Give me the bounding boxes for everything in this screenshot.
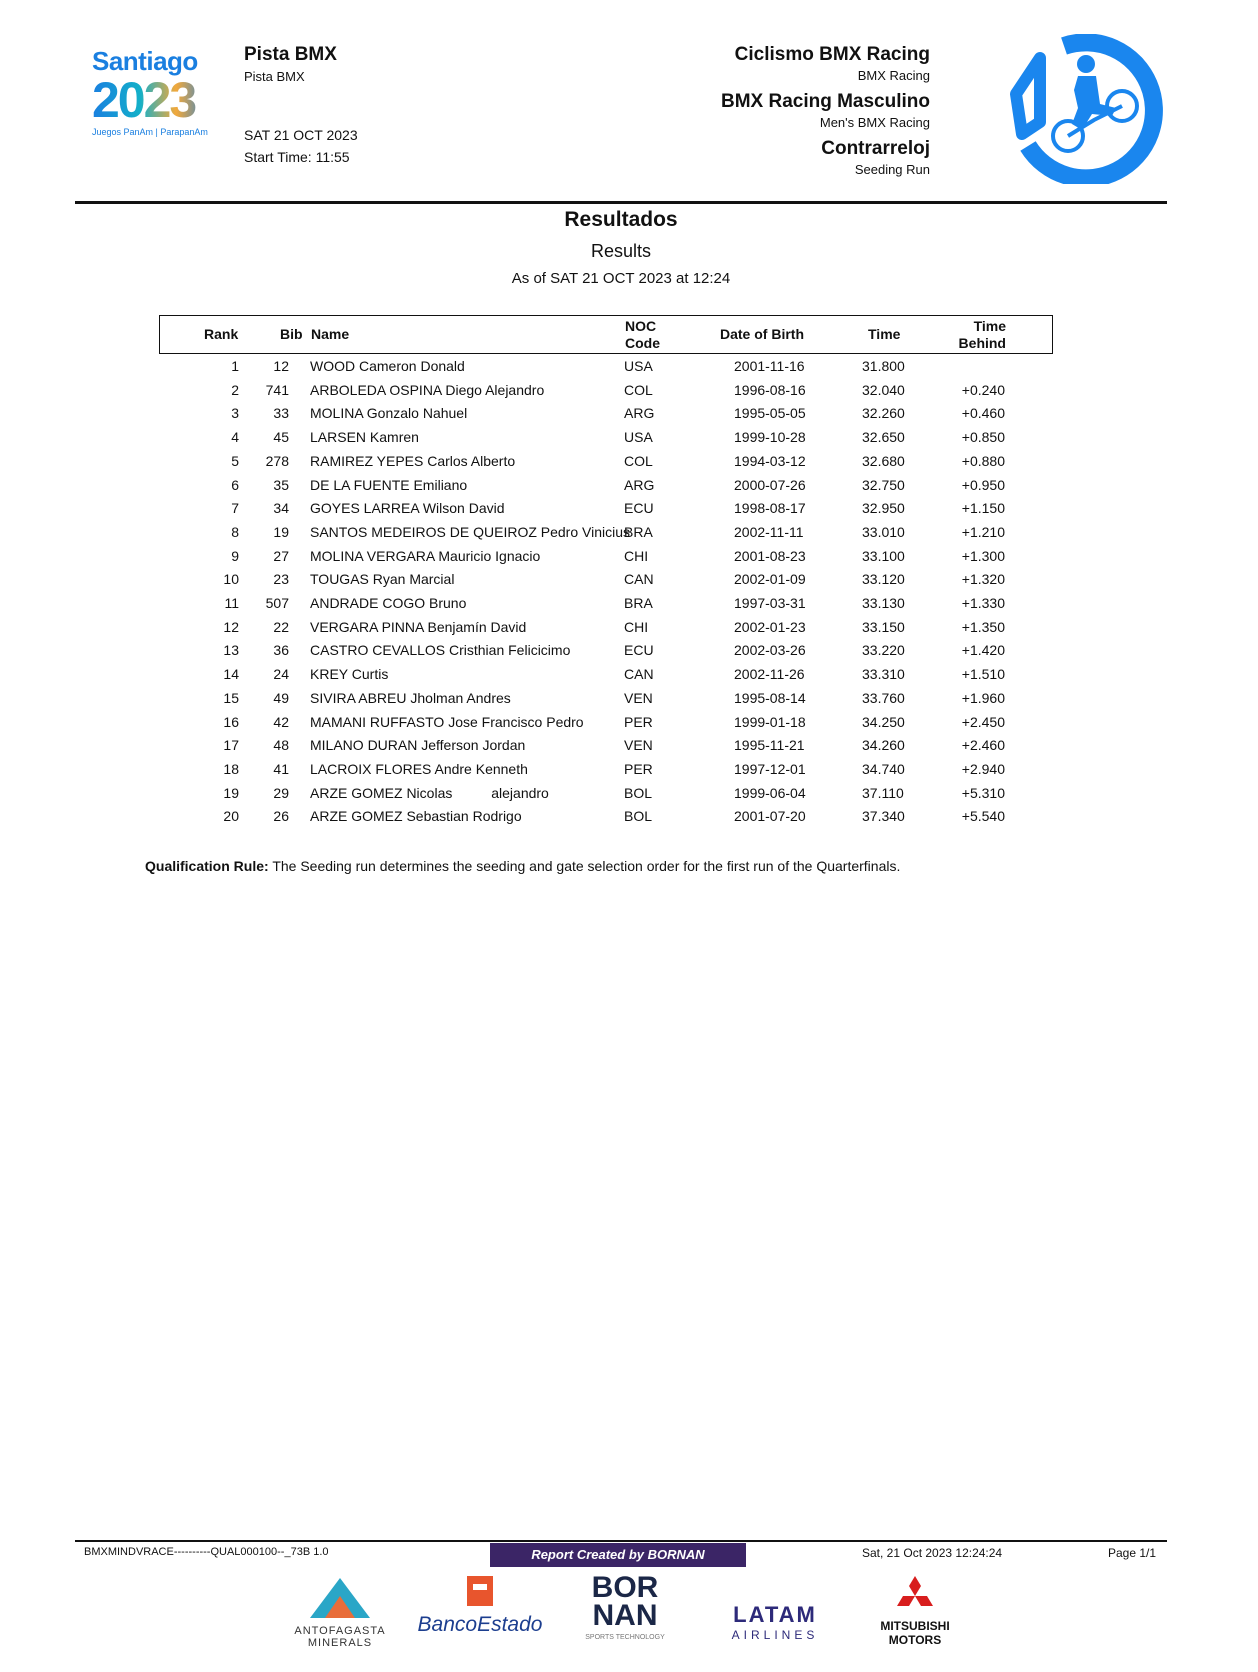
date-of-birth-cell: 2001-11-16: [734, 358, 805, 374]
rank-cell: 20: [223, 808, 239, 825]
time-cell: 33.010: [862, 523, 905, 540]
table-row: [159, 474, 1051, 498]
table-row: [159, 687, 1051, 711]
date-of-birth-cell: 1997-12-01: [734, 760, 806, 777]
time-cell: 34.250: [862, 713, 905, 730]
table-row: [159, 592, 1051, 616]
table-row: [159, 568, 1051, 592]
bib-cell: 35: [273, 476, 289, 493]
bib-cell: 48: [273, 737, 289, 754]
table-row: [159, 734, 1051, 758]
time-cell: 34.740: [862, 760, 905, 777]
table-row: [159, 497, 1051, 521]
date-of-birth-cell: 1999-10-28: [734, 429, 806, 446]
bib-cell: 42: [273, 713, 289, 730]
time-cell: 32.040: [862, 381, 905, 398]
time-behind-cell: +1.350: [961, 618, 1005, 635]
athlete-name-cell: LACROIX FLORES Andre Kenneth: [310, 760, 528, 777]
time-behind-cell: +1.330: [961, 595, 1005, 611]
phase-es: Contrarreloj: [821, 138, 930, 159]
report-timestamp: Sat, 21 Oct 2023 12:24:24: [862, 1546, 1003, 1560]
event-es: BMX Racing Masculino: [720, 91, 930, 112]
table-row: [159, 663, 1051, 687]
rank-cell: 6: [231, 476, 239, 493]
date-of-birth-cell: 2002-11-26: [734, 666, 805, 683]
noc-code-cell: BRA: [624, 523, 653, 540]
sponsor-5-line1: MITSUBISHI: [880, 1619, 950, 1633]
bib-cell: 507: [265, 595, 289, 611]
time-behind-cell: +2.940: [961, 760, 1005, 777]
noc-code-cell: BOL: [624, 784, 653, 801]
time-cell: 37.110: [862, 784, 904, 801]
rank-cell: 7: [231, 500, 239, 517]
noc-code-cell: PER: [624, 713, 653, 730]
sponsor-4-line1: LATAM: [733, 1602, 817, 1627]
time-behind-cell: +1.320: [961, 571, 1005, 588]
date-of-birth-cell: 2002-03-26: [734, 642, 806, 659]
col-header-dob: Date of Birth: [720, 326, 804, 342]
rank-cell: 13: [223, 642, 239, 659]
noc-code-cell: ECU: [624, 500, 654, 517]
logo-year: 2023: [92, 77, 212, 123]
time-behind-cell: +1.960: [961, 689, 1005, 706]
bib-cell: 741: [265, 381, 289, 398]
table-row: [159, 379, 1051, 403]
athlete-name-cell: GOYES LARREA Wilson David: [310, 500, 505, 517]
table-row: [159, 758, 1051, 782]
sponsor-4-line2: AIRLINES: [731, 1628, 819, 1642]
bib-cell: 41: [273, 760, 289, 777]
athlete-name-cell: WOOD Cameron Donald: [310, 358, 465, 374]
sport-es: Ciclismo BMX Racing: [734, 44, 930, 65]
table-row: [159, 805, 1051, 829]
phase-en: Seeding Run: [854, 162, 930, 177]
table-row: [159, 639, 1051, 663]
sponsor-5-line2: MOTORS: [888, 1633, 942, 1647]
report-created-by-banner: Report Created by BORNAN: [490, 1543, 746, 1567]
rank-cell: 1: [231, 358, 239, 374]
time-behind-cell: +5.540: [961, 808, 1005, 825]
time-cell: 32.650: [862, 429, 905, 446]
rank-cell: 9: [231, 547, 239, 564]
time-cell: 32.950: [862, 500, 905, 517]
sponsor-3-line2: SPORTS TECHNOLOGY: [585, 1634, 665, 1641]
date-of-birth-cell: 1995-11-21: [734, 737, 805, 754]
col-header-behind-line1: Time: [973, 318, 1006, 334]
col-header-bib: Bib: [280, 326, 303, 342]
logo-tagline: Juegos PanAm | ParapanAm: [92, 127, 208, 137]
athlete-name-cell: TOUGAS Ryan Marcial: [310, 571, 455, 588]
rank-cell: 11: [224, 595, 239, 611]
time-behind-cell: +1.150: [961, 500, 1005, 517]
athlete-name-cell: SIVIRA ABREU Jholman Andres: [310, 689, 511, 706]
table-row: [159, 782, 1051, 806]
athlete-name-cell: LARSEN Kamren: [310, 429, 419, 446]
noc-code-cell: CAN: [624, 571, 654, 588]
time-cell: 33.310: [862, 666, 905, 683]
time-cell: 33.130: [862, 595, 905, 611]
date-of-birth-cell: 1999-01-18: [734, 713, 806, 730]
athlete-name-cell: DE LA FUENTE Emiliano: [310, 476, 468, 493]
date-of-birth-cell: 2000-07-26: [734, 476, 806, 493]
bib-cell: 12: [273, 358, 289, 374]
noc-code-cell: COL: [624, 381, 653, 398]
event-en: Men's BMX Racing: [819, 115, 930, 130]
qualification-text: The Seeding run determines the seeding and gate selection order for the first run of the Quarterfinals.: [268, 858, 901, 874]
date-of-birth-cell: 1995-08-14: [734, 689, 806, 706]
table-row: [159, 711, 1051, 735]
athlete-name-cell: CASTRO CEVALLOS Cristhian Felicicimo: [310, 642, 571, 659]
col-header-behind-line2: Behind: [958, 335, 1006, 351]
athlete-name-cell: MILANO DURAN Jefferson Jordan: [310, 737, 526, 754]
sport-en: BMX Racing: [857, 68, 930, 83]
time-cell: 33.120: [862, 571, 905, 588]
sponsor-3-line1: BOR NAN: [591, 1571, 659, 1632]
date-of-birth-cell: 2002-01-09: [734, 571, 806, 588]
time-behind-cell: +0.240: [961, 381, 1005, 398]
athlete-name-cell: MOLINA VERGARA Mauricio Ignacio: [310, 547, 541, 564]
venue-en: Pista BMX: [244, 69, 305, 84]
date-of-birth-cell: 1997-03-31: [734, 595, 806, 611]
col-header-time: Time: [868, 326, 901, 342]
rank-cell: 16: [223, 713, 239, 730]
rank-cell: 19: [223, 784, 239, 801]
col-header-name: Name: [311, 326, 350, 342]
bib-cell: 34: [273, 500, 289, 517]
time-cell: 31.800: [862, 358, 905, 374]
table-row: [159, 355, 1051, 379]
date-of-birth-cell: 1994-03-12: [734, 452, 806, 469]
noc-code-cell: PER: [624, 760, 653, 777]
table-row: [159, 426, 1051, 450]
noc-code-cell: ECU: [624, 642, 654, 659]
noc-code-cell: BRA: [624, 595, 653, 611]
rank-cell: 5: [231, 452, 239, 469]
noc-code-cell: CHI: [624, 547, 649, 564]
athlete-name-cell: ARZE GOMEZ Nicolas alejandro: [310, 784, 549, 801]
date-of-birth-cell: 2001-07-20: [734, 808, 806, 825]
noc-code-cell: VEN: [624, 737, 653, 754]
bib-cell: 45: [273, 429, 289, 446]
report-code: BMXMINDVRACE----------QUAL000100--_73B 1.0: [84, 1546, 329, 1558]
event-date: SAT 21 OCT 2023: [244, 127, 358, 143]
col-header-noc-line1: NOC: [625, 318, 657, 334]
date-of-birth-cell: 1999-06-04: [734, 784, 806, 801]
bancoestado-logo-icon: [465, 1574, 495, 1608]
time-behind-cell: +1.300: [961, 547, 1005, 564]
athlete-name-cell: MOLINA Gonzalo Nahuel: [310, 405, 468, 422]
header-divider: [75, 201, 1167, 204]
footer-divider: [75, 1540, 1167, 1542]
date-of-birth-cell: 2002-01-23: [734, 618, 806, 635]
athlete-name-cell: ANDRADE COGO Bruno: [310, 595, 467, 611]
rank-cell: 18: [223, 760, 239, 777]
results-table-header: [159, 315, 1053, 354]
sponsor-bancoestado: [415, 1574, 545, 1637]
bib-cell: 29: [273, 784, 289, 801]
bib-cell: 19: [273, 523, 289, 540]
title-es: Resultados: [564, 208, 678, 231]
time-cell: 33.760: [862, 689, 905, 706]
noc-code-cell: CHI: [624, 618, 649, 635]
table-row: [159, 402, 1051, 426]
time-behind-cell: +2.450: [961, 713, 1005, 730]
athlete-name-cell: ARZE GOMEZ Sebastian Rodrigo: [310, 808, 522, 825]
sponsor-bornan: [575, 1571, 675, 1641]
athlete-name-cell: ARBOLEDA OSPINA Diego Alejandro: [310, 381, 545, 398]
bib-cell: 22: [273, 618, 289, 635]
bib-cell: 33: [273, 405, 289, 422]
time-behind-cell: +1.510: [961, 666, 1005, 683]
time-cell: 34.260: [862, 737, 905, 754]
bib-cell: 26: [273, 808, 289, 825]
time-behind-cell: +5.310: [961, 784, 1005, 801]
rank-cell: 8: [231, 523, 239, 540]
time-behind-cell: +0.950: [961, 476, 1005, 493]
qualification-label: Qualification Rule:: [145, 858, 269, 874]
noc-code-cell: VEN: [624, 689, 653, 706]
time-cell: 33.100: [862, 547, 905, 564]
santiago-2023-logo: [92, 46, 212, 144]
time-cell: 32.750: [862, 476, 905, 493]
athlete-name-cell: MAMANI RUFFASTO Jose Francisco Pedro: [310, 713, 584, 730]
athlete-name-cell: KREY Curtis: [310, 666, 389, 683]
time-behind-cell: +0.880: [961, 452, 1005, 469]
sponsor-2-line1: BancoEstado: [417, 1613, 543, 1636]
title-en: Results: [590, 241, 652, 261]
col-header-noc-line2: Code: [625, 335, 660, 351]
noc-code-cell: COL: [624, 452, 653, 469]
col-header-rank: Rank: [204, 326, 239, 342]
bib-cell: 49: [273, 689, 289, 706]
sponsor-mitsubishi: [860, 1574, 970, 1647]
sponsor-latam: [715, 1602, 835, 1642]
logo-text: Santiago: [92, 46, 198, 76]
time-behind-cell: +1.210: [961, 523, 1005, 540]
date-of-birth-cell: 1995-05-05: [734, 405, 806, 422]
time-behind-cell: +2.460: [961, 737, 1005, 754]
col-header-noc: [625, 318, 660, 352]
athlete-name-cell: RAMIREZ YEPES Carlos Alberto: [310, 452, 516, 469]
athlete-name-cell: SANTOS MEDEIROS DE QUEIROZ Pedro Vinicius: [310, 523, 631, 540]
as-of-timestamp: As of SAT 21 OCT 2023 at 12:24: [511, 270, 731, 287]
time-cell: 37.340: [862, 808, 905, 825]
venue-block: [244, 44, 337, 84]
bib-cell: 36: [273, 642, 289, 659]
bib-cell: 23: [273, 571, 289, 588]
bmx-cyclist-icon: [1004, 34, 1166, 184]
antofagasta-logo-icon: [305, 1574, 375, 1620]
rank-cell: 2: [231, 381, 239, 398]
rank-cell: 15: [223, 689, 239, 706]
rank-cell: 14: [223, 666, 239, 683]
noc-code-cell: ARG: [624, 405, 655, 422]
noc-code-cell: USA: [624, 429, 653, 446]
table-row: [159, 450, 1051, 474]
col-header-time-behind: [959, 318, 1006, 352]
time-behind-cell: +0.850: [961, 429, 1005, 446]
sponsor-antofagasta: [285, 1574, 395, 1649]
start-time: Start Time: 11:55: [244, 149, 350, 165]
bib-cell: 24: [273, 666, 289, 683]
page-number: Page 1/1: [1108, 1546, 1157, 1560]
athlete-name-cell: VERGARA PINNA Benjamín David: [310, 618, 527, 635]
table-row: [159, 545, 1051, 569]
noc-code-cell: BOL: [624, 808, 653, 825]
noc-code-cell: CAN: [624, 666, 654, 683]
time-behind-cell: +0.460: [961, 405, 1005, 422]
noc-code-cell: USA: [624, 358, 653, 374]
sponsor-1-line1: ANTOFAGASTA: [294, 1625, 386, 1637]
rank-cell: 10: [223, 571, 239, 588]
table-row: [159, 616, 1051, 640]
date-block: [244, 124, 358, 168]
date-of-birth-cell: 1996-08-16: [734, 381, 806, 398]
time-cell: 33.220: [862, 642, 905, 659]
venue-es: Pista BMX: [244, 44, 337, 65]
rank-cell: 12: [223, 618, 239, 635]
date-of-birth-cell: 1998-08-17: [734, 500, 806, 517]
rank-cell: 3: [231, 405, 239, 422]
time-behind-cell: +1.420: [961, 642, 1005, 659]
bib-cell: 278: [265, 452, 289, 469]
sponsor-1-line2: MINERALS: [307, 1637, 373, 1649]
qualification-rule: [145, 858, 900, 874]
bib-cell: 27: [273, 547, 289, 564]
date-of-birth-cell: 2001-08-23: [734, 547, 806, 564]
time-cell: 32.680: [862, 452, 905, 469]
noc-code-cell: ARG: [624, 476, 655, 493]
table-row: [159, 521, 1051, 545]
time-cell: 32.260: [862, 405, 905, 422]
event-block: [721, 43, 930, 184]
mitsubishi-logo-icon: [893, 1574, 937, 1614]
time-cell: 33.150: [862, 618, 905, 635]
date-of-birth-cell: 2002-11-11: [734, 523, 804, 540]
rank-cell: 4: [231, 429, 239, 446]
rank-cell: 17: [223, 737, 239, 754]
